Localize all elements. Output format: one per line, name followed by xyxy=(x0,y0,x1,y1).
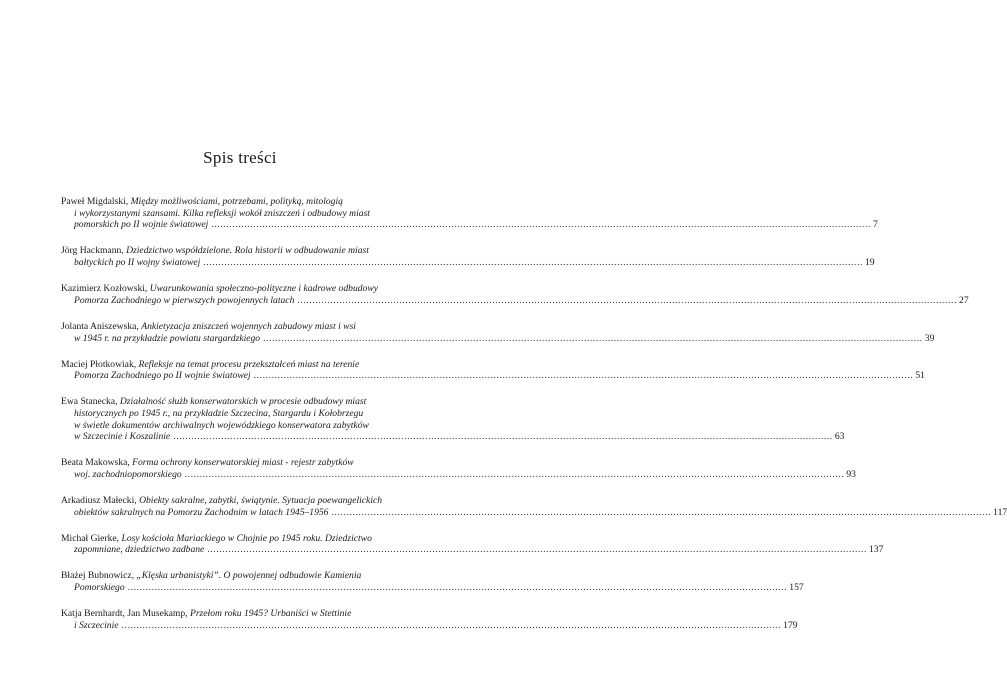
entry-title-end: woj. zachodniopomorskiego xyxy=(74,469,182,481)
entry-last-line xyxy=(61,619,798,632)
toc-entry[interactable] xyxy=(61,532,884,556)
dot-leader: ............................................................................................................................................................................................................................ xyxy=(211,219,871,231)
dot-leader: ............................................................................................................................................................................................................................ xyxy=(173,431,833,443)
page-number: 157 xyxy=(789,582,804,594)
page-number: 93 xyxy=(846,469,856,481)
entry-title-end: pomorskich po II wojnie światowej xyxy=(74,219,209,231)
toc-entry[interactable] xyxy=(61,358,925,382)
page-number: 117 xyxy=(993,506,1007,518)
dot-leader: ............................................................................................................................................................................................................................ xyxy=(121,619,782,631)
entry-last-line xyxy=(61,469,856,481)
entry-title-end: Pomorskiego xyxy=(74,582,125,594)
entry-first-line xyxy=(61,283,431,295)
entry-first-line xyxy=(61,608,431,620)
entry-author: Kazimierz Kozłowski, xyxy=(61,283,150,295)
entry-title-end: i Szczecinie xyxy=(74,619,119,631)
entry-last-line xyxy=(61,332,935,345)
entry-title-end: Pomorza Zachodniego po II wojnie światowej xyxy=(74,370,251,382)
entry-author: Michał Gierke, xyxy=(61,532,122,544)
page-title: Spis treści xyxy=(203,148,277,167)
entry-last-line xyxy=(61,294,969,307)
entry-first-line xyxy=(61,495,431,507)
entry-author: Błażej Bubnowicz, xyxy=(61,570,137,582)
toc-entry[interactable] xyxy=(61,396,845,443)
entry-first-line xyxy=(61,396,431,408)
toc-entry[interactable] xyxy=(61,457,856,481)
entry-first-line xyxy=(61,359,431,371)
dot-leader: ............................................................................................................................................................................................................................ xyxy=(331,506,992,518)
toc-entry[interactable] xyxy=(61,245,875,269)
entry-title-continuation: historycznych po 1945 r., na przykładzie Szczecina, Stargardu i Kołobrzegu xyxy=(74,407,364,419)
entry-author: Katja Bernhardt, Jan Musekamp, xyxy=(61,608,190,620)
toc-entry[interactable] xyxy=(61,196,878,231)
entry-author: Jolanta Aniszewska, xyxy=(61,320,142,332)
entry-title: Uwarunkowania społeczno-polityczne i kadrowe odbudowy xyxy=(149,283,378,295)
page-number: 51 xyxy=(915,370,925,382)
entry-first-line xyxy=(61,570,431,582)
toc-entry[interactable] xyxy=(61,320,935,344)
dot-leader: ............................................................................................................................................................................................................................ xyxy=(297,294,958,306)
entry-last-line xyxy=(61,582,804,594)
entry-title: Refleksje na temat procesu przekształceń miast na terenie xyxy=(138,358,360,370)
entry-last-line xyxy=(61,257,875,269)
entry-last-line xyxy=(61,370,925,382)
page-number: 63 xyxy=(834,431,845,443)
entry-last-line xyxy=(61,219,878,231)
entry-title: Ankietyzacja zniszczeń wojennych zabudowy miast i wsi xyxy=(141,320,356,332)
toc-entry[interactable] xyxy=(61,570,804,594)
entry-author: Jörg Hackmann, xyxy=(61,245,127,257)
entry-last-line xyxy=(61,544,884,556)
entry-title: Działalność służb konserwatorskich w procesie odbudowy miast xyxy=(119,396,367,408)
table-of-contents xyxy=(61,196,1007,646)
entry-title-end: Pomorza Zachodniego w pierwszych powojennych latach xyxy=(74,294,295,306)
toc-entry[interactable] xyxy=(61,283,969,306)
entry-title-end: w 1945 r. na przykładzie powiatu stargardzkiego xyxy=(74,332,261,344)
entry-title-continuation: i wykorzystanymi szansami. Kilka refleksji wokół zniszczeń i odbudowy miast xyxy=(74,207,370,219)
entry-title: Obiekty sakralne, zabytki, świątynie. Sytuacja poewangelickich xyxy=(139,495,383,507)
dot-leader: ............................................................................................................................................................................................................................ xyxy=(203,257,863,269)
entry-author: Maciej Płotkowiak, xyxy=(61,358,139,370)
entry-title: Dziedzictwo współdzielone. Rola historii w odbudowanie miast xyxy=(126,245,369,257)
dot-leader: ............................................................................................................................................................................................................................ xyxy=(184,469,845,481)
entry-title-continuation: w świetle dokumentów archiwalnych wojewódzkiego konserwatora zabytków xyxy=(74,419,369,431)
entry-title: Przełom roku 1945? Urbaniści w Stettinie xyxy=(189,608,352,620)
entry-last-line xyxy=(61,506,1007,519)
entry-title-end: obiektów sakralnych na Pomorzu Zachodnim w latach 1945–1956 xyxy=(74,506,329,518)
toc-entry[interactable] xyxy=(61,495,1007,518)
entry-author: Ewa Stanecka, xyxy=(61,396,120,408)
entry-author: Beata Makowska, xyxy=(61,457,133,469)
page-number: 7 xyxy=(872,219,878,231)
entry-author: Arkadiusz Małecki, xyxy=(61,495,140,507)
dot-leader: ............................................................................................................................................................................................................................ xyxy=(207,544,867,556)
page-number: 19 xyxy=(864,257,875,269)
page-number: 137 xyxy=(868,544,884,556)
entry-first-line xyxy=(61,245,431,257)
entry-author: Paweł Migdalski, xyxy=(61,196,131,207)
entry-title-end: zapomniane, dziedzictwo zadbane xyxy=(74,544,205,556)
entry-title: „Klęska urbanistyki”. O powojennej odbudowie Kamienia xyxy=(136,570,362,582)
entry-first-line xyxy=(61,321,431,333)
entry-title-end: w Szczecinie i Koszalinie xyxy=(74,431,171,443)
entry-title: Losy kościoła Mariackiego w Chojnie po 1945 roku. Dziedzictwo xyxy=(121,532,372,544)
entry-title: Forma ochrony konserwatorskiej miast - rejestr zabytków xyxy=(132,457,354,469)
toc-entry[interactable] xyxy=(61,608,798,631)
entry-title: Między możliwościami, potrzebami, polityką, mitologią xyxy=(130,196,343,207)
entry-title-end: bałtyckich po II wojny światowej xyxy=(74,257,201,269)
entry-first-line xyxy=(61,196,431,208)
entry-last-line xyxy=(61,431,845,443)
page-number: 179 xyxy=(783,619,798,631)
dot-leader: ............................................................................................................................................................................................................................ xyxy=(127,582,788,594)
entry-first-line xyxy=(61,533,431,545)
page-number: 27 xyxy=(959,294,969,306)
dot-leader: ............................................................................................................................................................................................................................ xyxy=(263,332,923,344)
dot-leader: ............................................................................................................................................................................................................................ xyxy=(253,370,914,382)
page-number: 39 xyxy=(924,332,935,344)
entry-first-line xyxy=(61,457,431,469)
